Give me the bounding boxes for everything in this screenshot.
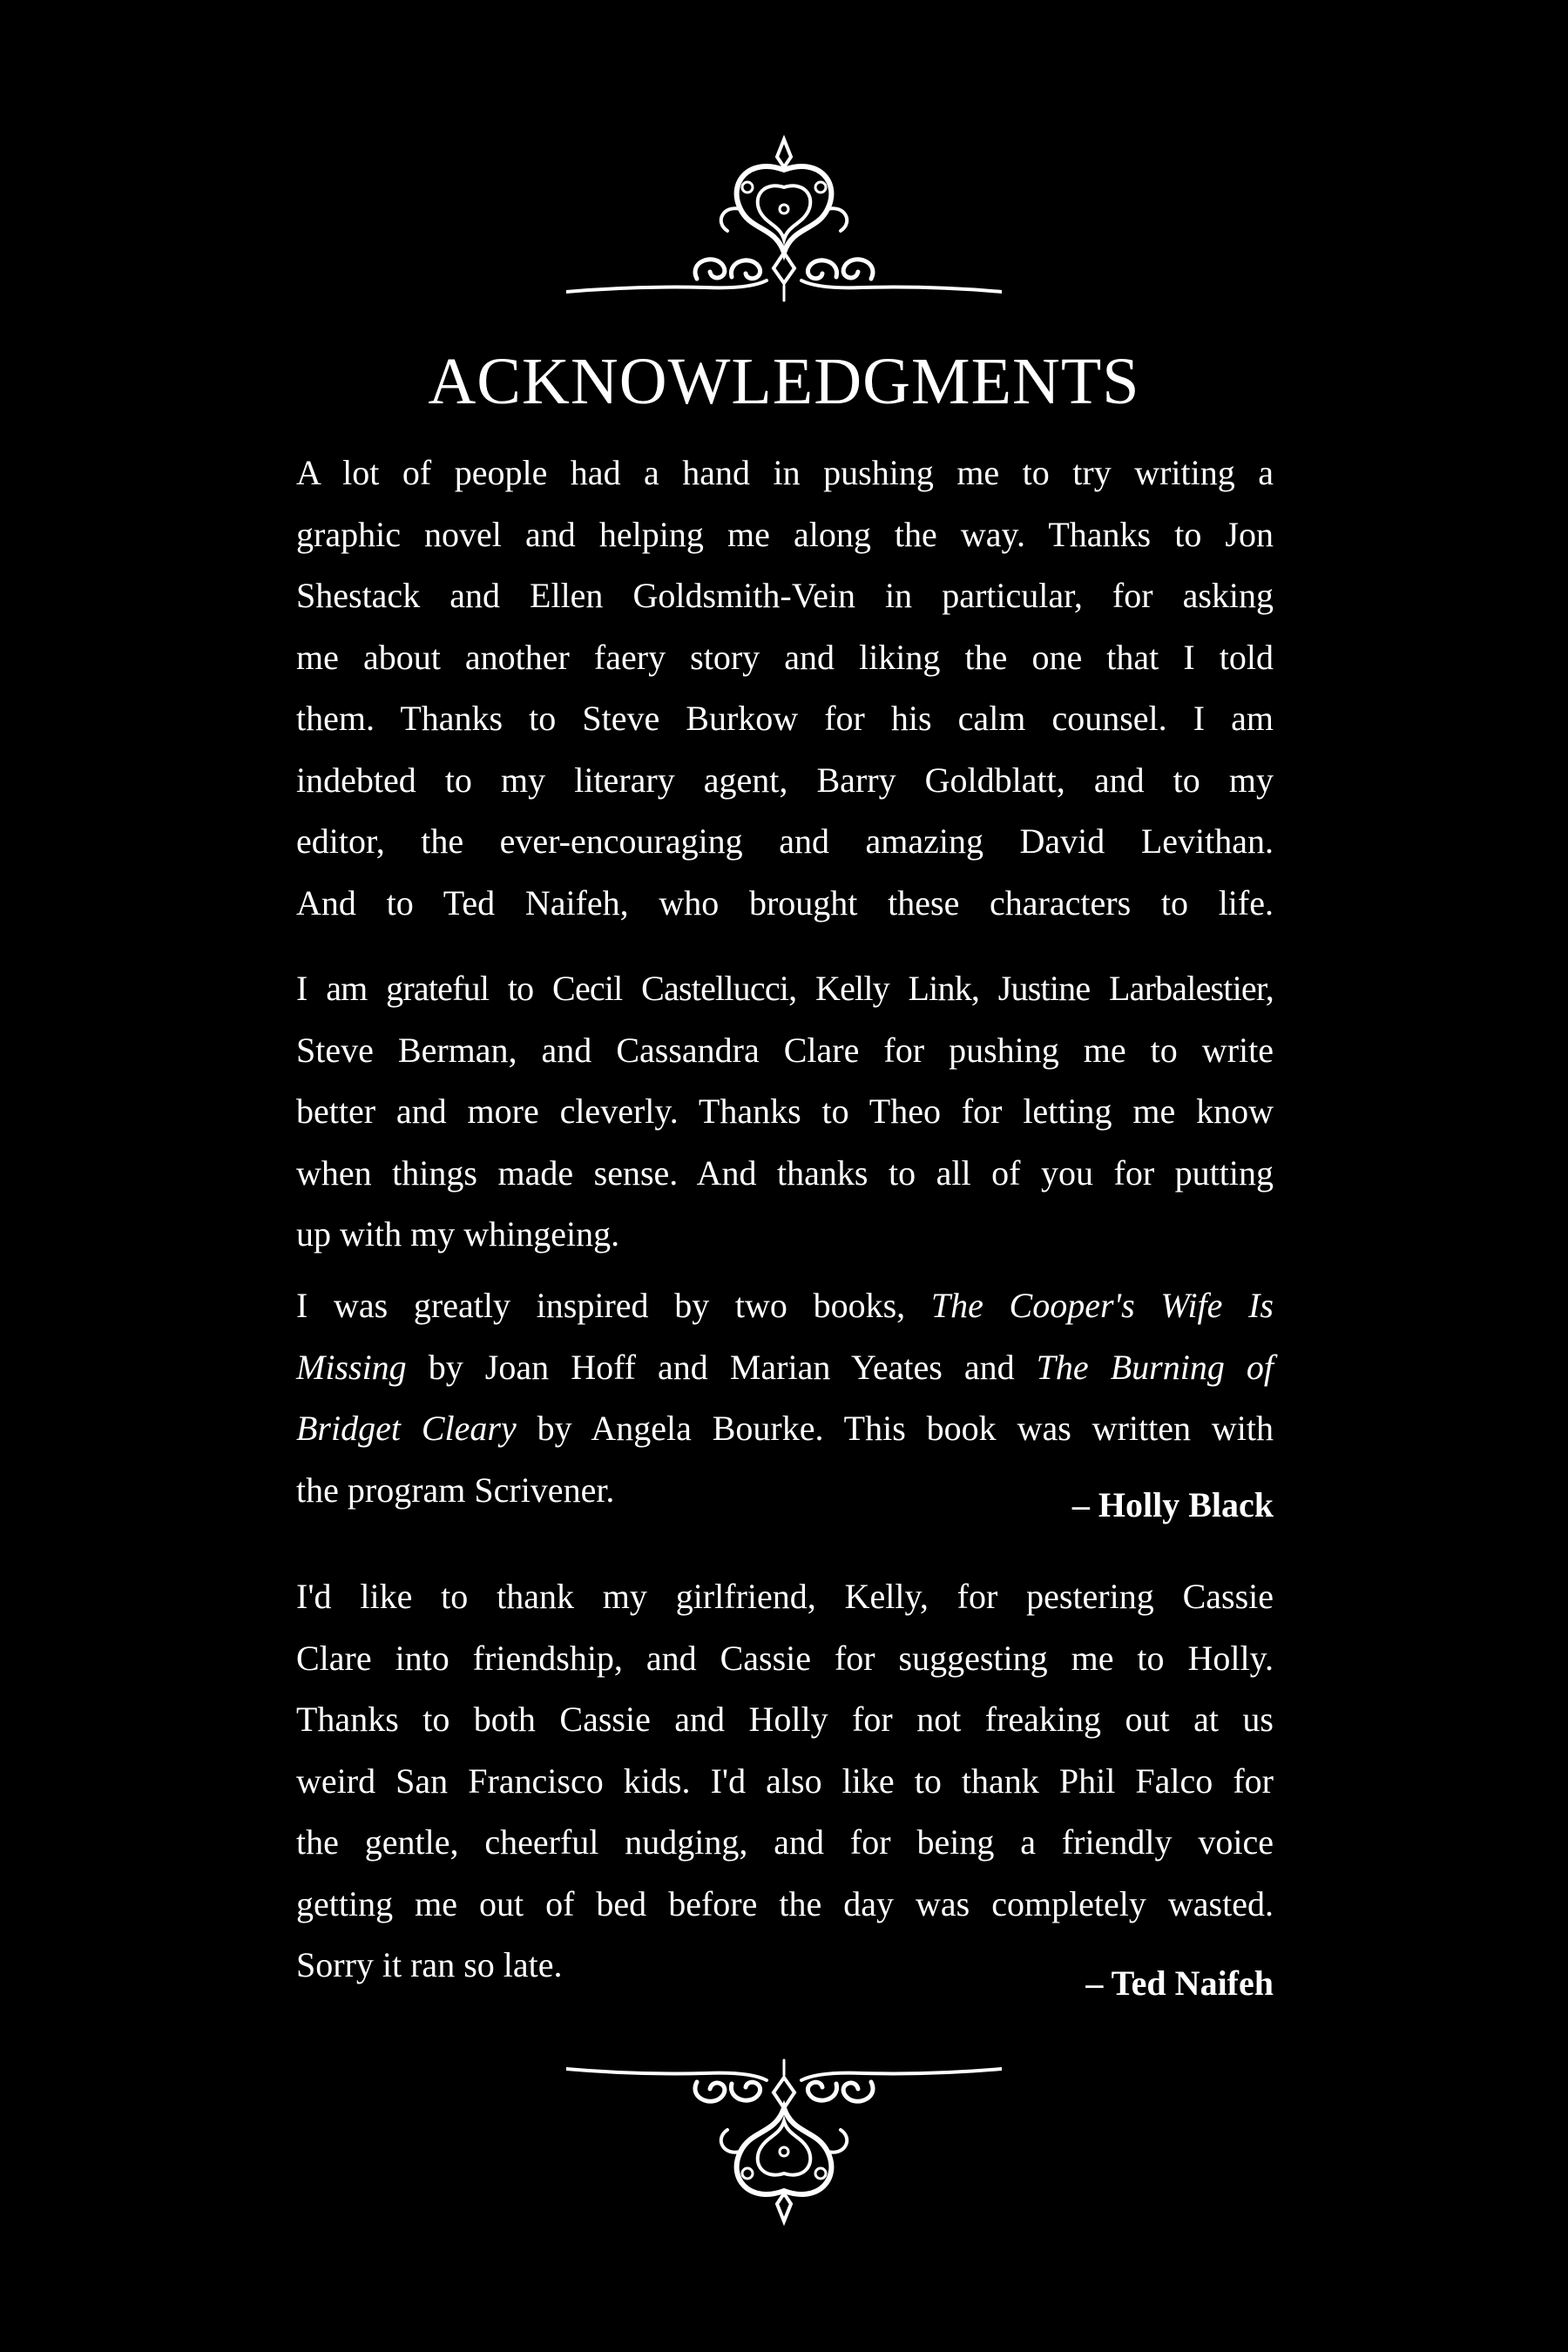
- text-line: [296, 1275, 1274, 1337]
- text-line: indebted to my literary agent, Barry Goldblatt, and to my: [296, 760, 1274, 800]
- book-title: Missing: [296, 1347, 407, 1387]
- text-line: Sorry it ran so late.: [296, 1945, 563, 1984]
- paragraph-1: [296, 443, 1274, 934]
- text-line: I'd like to thank my girlfriend, Kelly, for pestering Cassie: [296, 1577, 1274, 1616]
- page-title: ACKNOWLEDGMENTS: [428, 345, 1140, 418]
- paragraph-2: [296, 958, 1274, 1266]
- text-line: [296, 1398, 1274, 1460]
- text-line: them. Thanks to Steve Burkow for his calm counsel. I am: [296, 699, 1274, 738]
- book-title: Bridget Cleary: [296, 1409, 517, 1448]
- text-line: weird San Francisco kids. I'd also like to thank Phil Falco for: [296, 1761, 1274, 1801]
- text-line: the program Scrivener.: [296, 1470, 615, 1510]
- text-line: Thanks to both Cassie and Holly for not freaking out at us: [296, 1700, 1274, 1739]
- bottom-ornament-icon: [566, 2030, 1002, 2239]
- text-segment: by Angela Bourke. This book was written with: [537, 1409, 1274, 1448]
- text-line: when things made sense. And thanks to all of you for putting: [296, 1152, 1274, 1193]
- text-line: getting me out of bed before the day was completely wasted.: [296, 1883, 1274, 1923]
- text-line: Clare into friendship, and Cassie for suggesting me to Holly.: [296, 1638, 1274, 1678]
- text-segment: I was greatly inspired by two books,: [296, 1286, 906, 1325]
- signature-holly-black: – Holly Black: [1071, 1485, 1274, 1524]
- text-line: up with my whingeing.: [296, 1214, 620, 1254]
- paragraph-4: [296, 1566, 1274, 1997]
- text-line: Steve Berman, and Cassandra Clare for pushing me to write: [296, 1030, 1274, 1070]
- text-line: graphic novel and helping me along the way. Thanks to Jon: [296, 514, 1274, 554]
- text-segment: by Joan Hoff and Marian Yeates and: [428, 1347, 1015, 1387]
- signature-ted-naifeh: – Ted Naifeh: [1085, 1963, 1274, 2003]
- top-ornament-icon: [566, 122, 1002, 331]
- text-line: better and more cleverly. Thanks to Theo for letting me know: [296, 1092, 1274, 1131]
- book-title: The Cooper's Wife Is: [930, 1286, 1274, 1325]
- text-line: [296, 1337, 1274, 1399]
- text-line: A lot of people had a hand in pushing me to try writing a: [296, 453, 1274, 492]
- text-line: me about another faery story and liking the one that I told: [296, 637, 1274, 677]
- book-title: The Burning of: [1036, 1347, 1274, 1387]
- text-line: Shestack and Ellen Goldsmith-Vein in particular, for asking: [296, 576, 1274, 615]
- text-line: editor, the ever-encouraging and amazing David Levithan.: [296, 821, 1274, 861]
- text-line: And to Ted Naifeh, who brought these characters to life.: [296, 882, 1274, 923]
- text-line: the gentle, cheerful nudging, and for being a friendly voice: [296, 1822, 1274, 1862]
- text-line: I am grateful to Cecil Castellucci, Kelly Link, Justine Larbalestier,: [296, 969, 1274, 1008]
